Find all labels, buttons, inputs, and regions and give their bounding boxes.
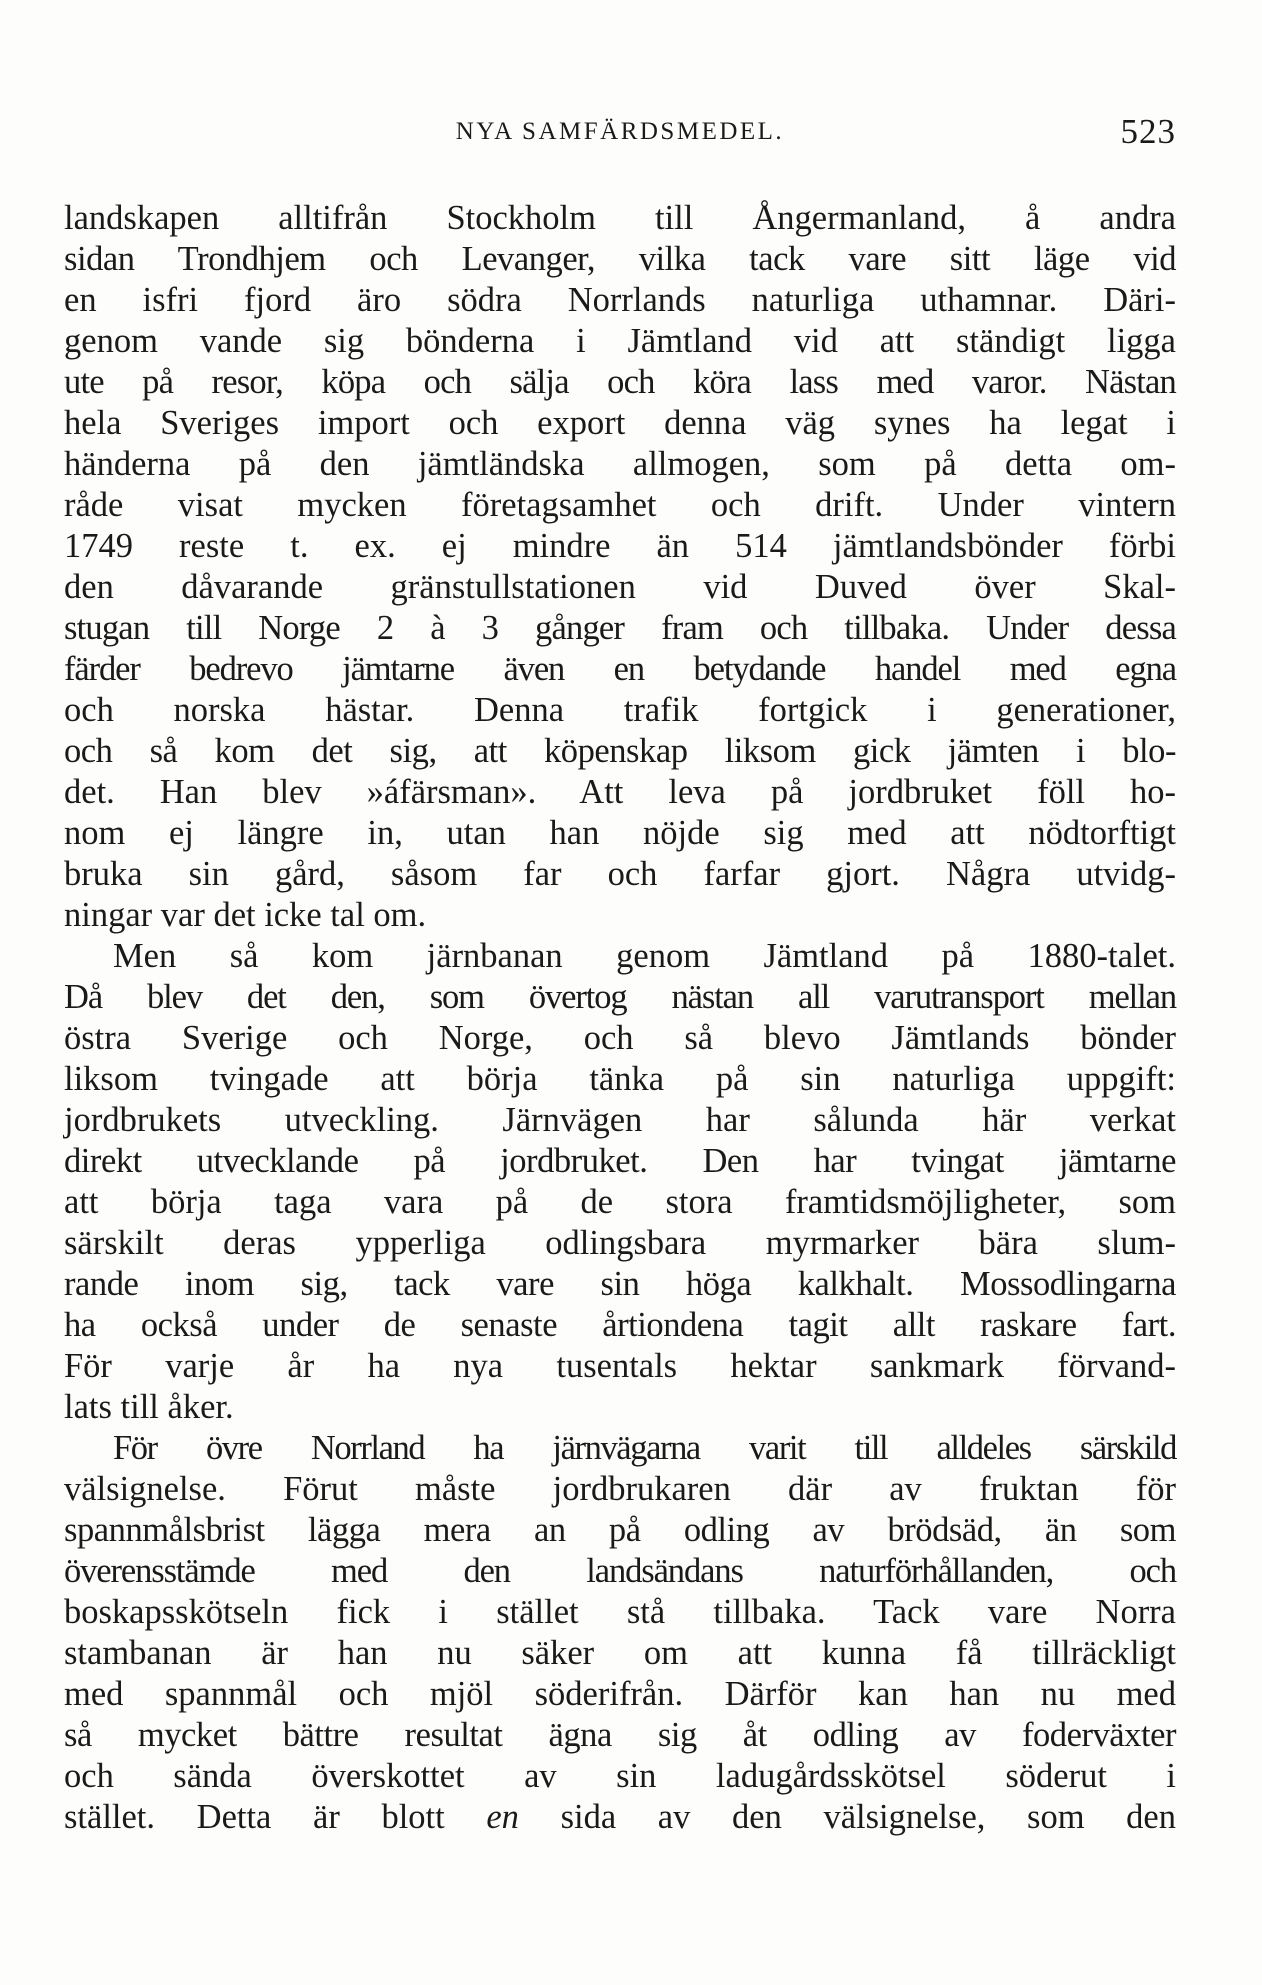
text-line: färder bedrevo jämtarne även en betydande handel med egna xyxy=(64,650,1176,688)
text-segment: sida av den välsignelse, som den xyxy=(518,1798,1176,1836)
running-title: NYA SAMFÄRDSMEDEL. xyxy=(455,118,785,145)
text-line: händerna på den jämtländska allmogen, som på detta om- xyxy=(64,445,1176,483)
text-line: Då blev det den, som övertog nästan all varutransport mellan xyxy=(64,978,1176,1016)
text-line-final xyxy=(64,1797,1176,1838)
text-line: lats till åker. xyxy=(64,1388,234,1426)
text-line: en isfri fjord äro södra Norrlands naturliga uthamnar. Däri- xyxy=(64,281,1176,319)
text-line: stambanan är han nu säker om att kunna få tillräckligt xyxy=(64,1634,1176,1672)
text-line: genom vande sig bönderna i Jämtland vid att ständigt ligga xyxy=(64,322,1176,360)
text-line: råde visat mycken företagsamhet och drift. Under vintern xyxy=(64,486,1176,524)
text-line: och sända överskottet av sin ladugårdsskötsel söderut i xyxy=(64,1757,1176,1795)
text-line: så mycket bättre resultat ägna sig åt odling av foderväxter xyxy=(64,1716,1176,1754)
text-line: ha också under de senaste årtiondena tagit allt raskare fart. xyxy=(64,1306,1176,1344)
text-line: välsignelse. Förut måste jordbrukaren där av fruktan för xyxy=(64,1470,1176,1508)
text-line: den dåvarande gränstullstationen vid Duved över Skal- xyxy=(64,568,1176,606)
text-line: med spannmål och mjöl söderifrån. Därför kan han nu med xyxy=(64,1675,1176,1713)
text-line: att börja taga vara på de stora framtidsmöjligheter, som xyxy=(64,1183,1176,1221)
text-line: 1749 reste t. ex. ej mindre än 514 jämtlandsbönder förbi xyxy=(64,527,1176,565)
text-line: sidan Trondhjem och Levanger, vilka tack vare sitt läge vid xyxy=(64,240,1176,278)
text-line: boskapsskötseln fick i stället stå tillbaka. Tack vare Norra xyxy=(64,1593,1176,1631)
text-line: bruka sin gård, såsom far och farfar gjort. Några utvidg- xyxy=(64,855,1176,893)
text-line: Men så kom järnbanan genom Jämtland på 1880-talet. xyxy=(113,937,1176,975)
text-line: ute på resor, köpa och sälja och köra lass med varor. Nästan xyxy=(64,363,1176,401)
text-line: jordbrukets utveckling. Järnvägen har sålunda här verkat xyxy=(64,1101,1176,1139)
text-line: För övre Norrland ha järnvägarna varit till alldeles särskild xyxy=(113,1429,1176,1467)
text-line: stugan till Norge 2 à 3 gånger fram och tillbaka. Under dessa xyxy=(64,609,1176,647)
text-line: östra Sverige och Norge, och så blevo Jämtlands bönder xyxy=(64,1019,1176,1057)
text-line: liksom tvingade att börja tänka på sin naturliga uppgift: xyxy=(64,1060,1176,1098)
text-line: landskapen alltifrån Stockholm till Ångermanland, å andra xyxy=(64,199,1176,237)
text-line: spannmålsbrist lägga mera an på odling av brödsäd, än som xyxy=(64,1511,1176,1549)
running-head xyxy=(64,112,1176,156)
text-segment: stället. Detta är blott xyxy=(64,1798,487,1836)
text-line: nom ej längre in, utan han nöjde sig med att nödtorftigt xyxy=(64,814,1176,852)
text-line: och norska hästar. Denna trafik fortgick i generationer, xyxy=(64,691,1176,729)
text-line: särskilt deras ypperliga odlingsbara myrmarker bära slum- xyxy=(64,1224,1176,1262)
text-line: ningar var det icke tal om. xyxy=(64,896,427,934)
text-line: och så kom det sig, att köpenskap liksom gick jämten i blo- xyxy=(64,732,1176,770)
text-line: överensstämde med den landsändans naturförhållanden, och xyxy=(64,1552,1176,1590)
emphasis-word: en xyxy=(486,1798,519,1836)
text-line: För varje år ha nya tusentals hektar sankmark förvand- xyxy=(64,1347,1176,1385)
text-line: det. Han blev »áfärsman». Att leva på jordbruket föll ho- xyxy=(64,773,1176,811)
text-line: direkt utvecklande på jordbruket. Den har tvingat jämtarne xyxy=(64,1142,1176,1180)
page-number: 523 xyxy=(1120,112,1176,151)
body-text xyxy=(64,198,1176,1838)
text-line: hela Sveriges import och export denna väg synes ha legat i xyxy=(64,404,1176,442)
text-line: rande inom sig, tack vare sin höga kalkhalt. Mossodlingarna xyxy=(64,1265,1176,1303)
